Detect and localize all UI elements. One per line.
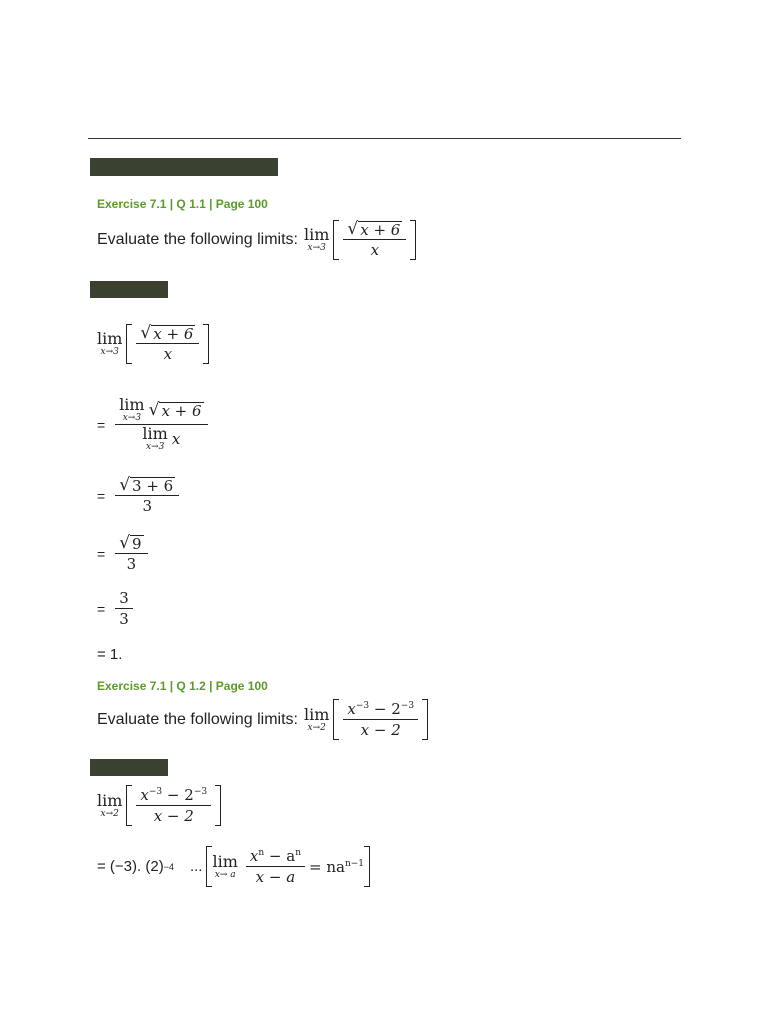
- question-text: Evaluate the following limits: lim x→2 $\frac{x^{-3} - 2^{-3}}{x - 2}$: [97, 699, 428, 740]
- question-prompt: Evaluate the following limits:: [97, 710, 298, 728]
- bracket-expression: √ x + 6 x: [333, 220, 416, 260]
- solution-bar: [90, 281, 168, 298]
- header-bar: [90, 158, 278, 176]
- question-prompt: Evaluate the following limits:: [97, 231, 298, 248]
- solution-step-1: lim x→3 √ x + 6 x: [97, 324, 209, 364]
- exercise-label: Exercise 7.1 | Q 1.1 | Page 100: [97, 197, 268, 211]
- solution-step-3: = √ 3 + 6 3: [97, 476, 183, 516]
- question-text: [97, 220, 416, 260]
- solution2-step-2: = (−3). (2) −4 ... lim x→ a $\frac{x^n - a^n}{x - a}$ = $na^{n-1}$: [97, 846, 370, 887]
- solution-step-5: = $\frac{3}{3}$: [97, 588, 137, 629]
- solution-bar: [90, 759, 168, 776]
- exercise-label: Exercise 7.1 | Q 1.2 | Page 100: [97, 679, 268, 693]
- top-divider: [88, 138, 681, 139]
- solution-step-2: = lim x→3 √ x + 6 lim x→3 x: [97, 396, 212, 453]
- limit-operator: lim x→3: [303, 225, 330, 253]
- solution-step-4: = √ 9 3: [97, 534, 152, 574]
- solution2-step-1: lim x→2 $\frac{x^{-3} - 2^{-3}}{x - 2}$: [97, 785, 221, 826]
- solution-final: = 1.: [97, 646, 123, 663]
